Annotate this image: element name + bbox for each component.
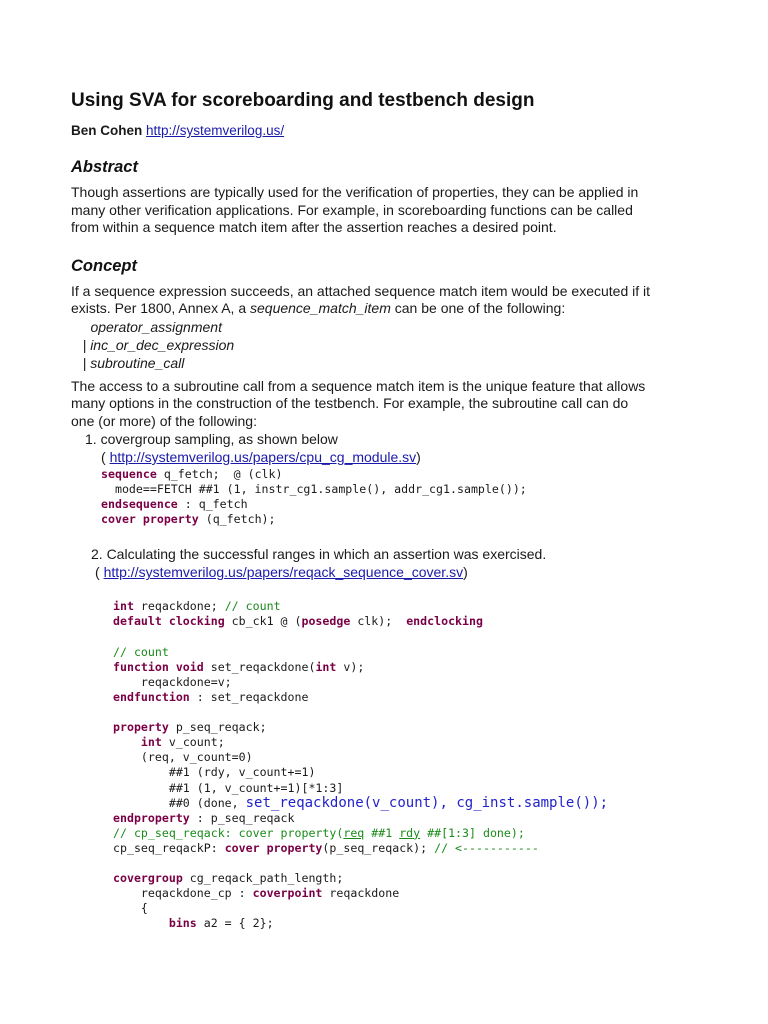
code-comment: // count	[113, 644, 169, 659]
code-text: (p_seq_reqack);	[322, 840, 435, 855]
code-keyword: default clocking	[113, 614, 225, 629]
code-keyword: endclocking	[406, 614, 483, 629]
code-text: set_reqackdone(	[203, 659, 316, 674]
code-text: (req, v_count=0)	[113, 750, 253, 765]
concept-intro-line	[71, 300, 721, 318]
code-keyword: int	[140, 735, 162, 750]
concept-intro	[71, 283, 721, 318]
code-text: cg_reqack_path_length;	[182, 871, 344, 886]
paren: )	[463, 564, 468, 581]
access-paragraph	[71, 378, 721, 431]
list-item-label: 2. Calculating the successful ranges in which an assertion was exercised.	[91, 546, 547, 563]
code-keyword: cover property	[101, 512, 199, 527]
list-item-link-line	[101, 448, 721, 466]
author-link[interactable]: http://systemverilog.us/	[146, 123, 285, 138]
code-text: {	[113, 901, 148, 916]
code-text: cb_ck1 @ (	[224, 614, 302, 629]
code-text: v_count;	[161, 735, 225, 750]
author-line	[71, 122, 721, 140]
code-text: : set_reqackdone	[189, 689, 309, 704]
concept-heading: Concept	[71, 256, 137, 275]
code-text: q_fetch; @ (clk)	[156, 467, 283, 481]
code-text: cp_seq_reqackP:	[113, 840, 225, 855]
match-item-list	[71, 318, 721, 372]
code-text: mode==FETCH ##1 (1, instr_cg1.sample(), addr_cg1.sample());	[101, 482, 527, 497]
text-span: exists. Per 1800, Annex A, a	[71, 300, 250, 316]
code-text: clk);	[350, 614, 407, 629]
list-item-2	[91, 545, 721, 581]
code-keyword: endsequence	[101, 497, 178, 512]
code-text: ##1 (1, v_count+=1)[*1:3]	[113, 780, 344, 795]
concept-intro-line: If a sequence expression succeeds, an attached sequence match item would be executed if it	[71, 282, 651, 299]
code-comment: ##[1:3] done);	[420, 825, 525, 840]
paren: (	[101, 449, 110, 465]
abstract-line: from within a sequence match item after the assertion reaches a desired point.	[71, 219, 557, 235]
code-keyword: int	[113, 599, 134, 614]
match-item: | subroutine_call	[71, 354, 185, 371]
code-text: a2 = { 2};	[196, 916, 274, 931]
code-block-sequence	[101, 467, 721, 527]
list-item-1	[85, 430, 721, 466]
author-name: Ben Cohen	[71, 123, 143, 138]
list-item-link-line	[95, 563, 721, 581]
access-line: many options in the construction of the testbench. For example, the subroutine call can do	[71, 395, 629, 411]
list-item-label: 1. covergroup sampling, as shown below	[85, 431, 338, 447]
code-comment: rdy	[399, 825, 421, 840]
code-keyword: covergroup	[113, 871, 183, 886]
abstract-heading: Abstract	[71, 158, 138, 176]
text-span: can be one of the following:	[390, 300, 566, 316]
code-keyword: posedge	[301, 614, 351, 629]
code-comment: // <-----------	[434, 840, 539, 855]
code-block-reqack	[113, 599, 721, 931]
code-keyword: sequence	[101, 467, 157, 481]
code-text: v);	[336, 659, 365, 674]
abstract-line: many other verification applications. For example, in scoreboarding functions can be called	[71, 201, 633, 218]
abstract-line: Though assertions are typically used for the verification of properties, they can be applied in	[71, 184, 639, 200]
cpu-cg-module-link[interactable]: http://systemverilog.us/papers/cpu_cg_module.sv	[109, 449, 417, 465]
code-keyword: cover property	[224, 840, 323, 855]
code-text: reqackdone	[322, 886, 400, 901]
reqack-sequence-cover-link[interactable]: http://systemverilog.us/papers/reqack_sequence_cover.sv	[103, 564, 464, 581]
code-text: (q_fetch);	[198, 512, 276, 527]
paren: (	[95, 564, 104, 581]
code-keyword: bins	[168, 916, 197, 931]
code-text: p_seq_reqack;	[168, 720, 267, 735]
code-comment: // cp_seq_reqack: cover property(	[113, 825, 344, 840]
match-item: operator_assignment	[71, 318, 222, 335]
document-title: Using SVA for scoreboarding and testbench design	[71, 90, 535, 111]
code-comment: req	[343, 825, 365, 840]
code-keyword: int	[315, 659, 337, 674]
code-keyword: coverpoint	[252, 886, 323, 901]
code-keyword: function void	[113, 659, 204, 674]
match-item: | inc_or_dec_expression	[71, 336, 235, 353]
code-text: : p_seq_reqack	[189, 810, 295, 825]
code-text: reqackdone_cp :	[113, 886, 253, 901]
code-keyword: property	[113, 720, 169, 735]
access-line: one (or more) of the following:	[71, 412, 257, 429]
paren: )	[416, 449, 421, 465]
code-text: : q_fetch	[177, 497, 248, 512]
access-line: The access to a subroutine call from a sequence match item is the unique feature that allows	[71, 377, 646, 394]
document-page	[71, 88, 721, 931]
code-keyword: endfunction	[113, 689, 190, 704]
code-comment: ##1	[364, 825, 400, 840]
code-text: reqackdone=v;	[113, 674, 232, 689]
code-text: ##1 (rdy, v_count+=1)	[113, 765, 316, 780]
abstract-paragraph	[71, 184, 721, 237]
code-text: ##0 (done,	[113, 795, 246, 810]
code-comment: // count	[224, 599, 281, 614]
code-text: reqackdone;	[133, 599, 225, 614]
code-highlight: set_reqackdone(v_count), cg_inst.sample());	[245, 794, 609, 811]
emphasis-term: sequence_match_item	[250, 300, 391, 316]
code-keyword: endproperty	[113, 810, 190, 825]
